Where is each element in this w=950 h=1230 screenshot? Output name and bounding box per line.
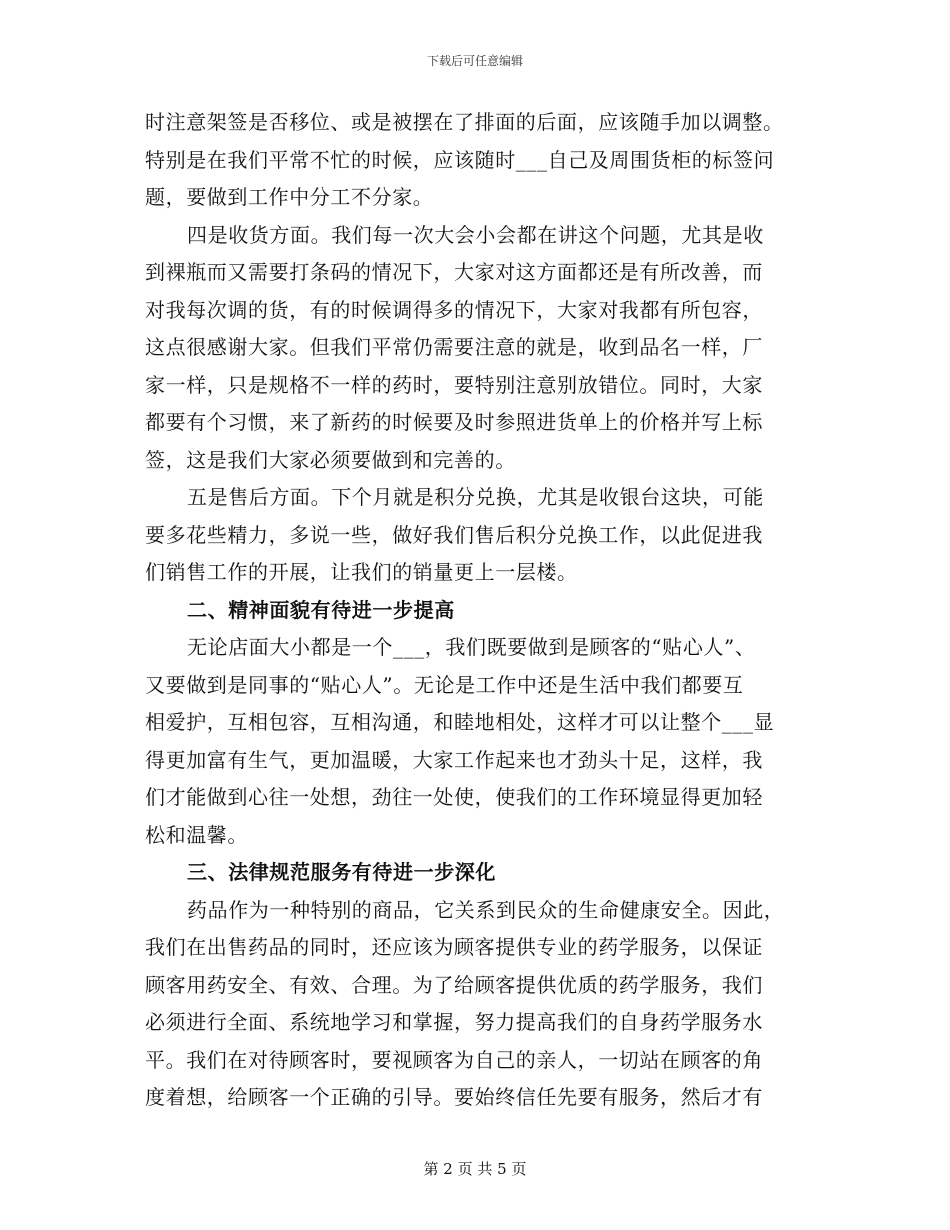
text-line: 无论店面大小都是一个___，我们既要做到是顾客的“贴心人”、 (187, 635, 756, 659)
text-line: 要多花些精力，多说一些，做好我们售后积分兑换工作，以此促进我 (145, 522, 763, 547)
text-line: 们才能做到心往一处想，劲往一处使，使我们的工作环境显得更加轻 (145, 785, 763, 809)
document-body (145, 104, 815, 1117)
text-line: 们销售工作的开展，让我们的销量更上一层楼。 (145, 560, 578, 584)
text-line: 四是收货方面。我们每一次大会小会都在讲这个问题，尤其是收 (187, 222, 764, 247)
text-line: 五是售后方面。下个月就是积分兑换，尤其是收银台这块，可能 (187, 485, 764, 509)
text-line: 顾客用药安全、有效、合理。为了给顾客提供优质的药学服务，我们 (145, 972, 763, 997)
text-line: 得更加富有生气，更加温暖，大家工作起来也才劲头十足，这样，我 (145, 747, 763, 772)
section-heading: 二、精神面貌有待进一步提高 (187, 597, 455, 622)
text-line: 相爱护，互相包容，互相沟通，和睦地相处，这样才可以让整个___显 (145, 710, 775, 734)
text-line: 都要有个习惯，来了新药的时候要及时参照进货单上的价格并写上标 (145, 410, 763, 434)
text-line: 题，要做到工作中分工不分家。 (145, 185, 434, 209)
page-footer: 第 2 页 共 5 页 (423, 1160, 527, 1178)
text-line: 度着想，给顾客一个正确的引导。要始终信任先要有服务，然后才有 (145, 1085, 763, 1109)
text-line: 时注意架签是否移位、或是被摆在了排面的后面，应该随手加以调整。 (145, 110, 784, 134)
text-line: 必须进行全面、系统地学习和掌握，努力提高我们的自身药学服务水 (145, 1010, 763, 1034)
text-line: 到裸瓶而又需要打条码的情况下，大家对这方面都还是有所改善，而 (145, 260, 763, 284)
page-header: 下载后可任意编辑 (426, 54, 523, 68)
text-line: 对我每次调的货，有的时候调得多的情况下，大家对我都有所包容， (145, 297, 763, 322)
text-line: 特别是在我们平常不忙的时候，应该随时___自己及周围货柜的标签问 (145, 147, 775, 172)
text-line: 家一样，只是规格不一样的药时，要特别注意别放错位。同时，大家 (145, 372, 763, 397)
text-line: 平。我们在对待顾客时，要视顾客为自己的亲人，一切站在顾客的角 (145, 1047, 763, 1072)
text-line: 松和温馨。 (145, 822, 248, 847)
text-line: 签，这是我们大家必须要做到和完善的。 (145, 447, 516, 472)
section-heading: 三、法律规范服务有待进一步深化 (187, 860, 496, 884)
text-line: 这点很感谢大家。但我们平常仍需要注意的就是，收到品名一样，厂 (145, 335, 763, 359)
text-line: 又要做到是同事的“贴心人”。无论是工作中还是生活中我们都要互 (145, 672, 744, 697)
text-line: 药品作为一种特别的商品，它关系到民众的生命健康安全。因此， (187, 897, 785, 922)
text-line: 我们在出售药品的同时，还应该为顾客提供专业的药学服务，以保证 (145, 935, 763, 959)
